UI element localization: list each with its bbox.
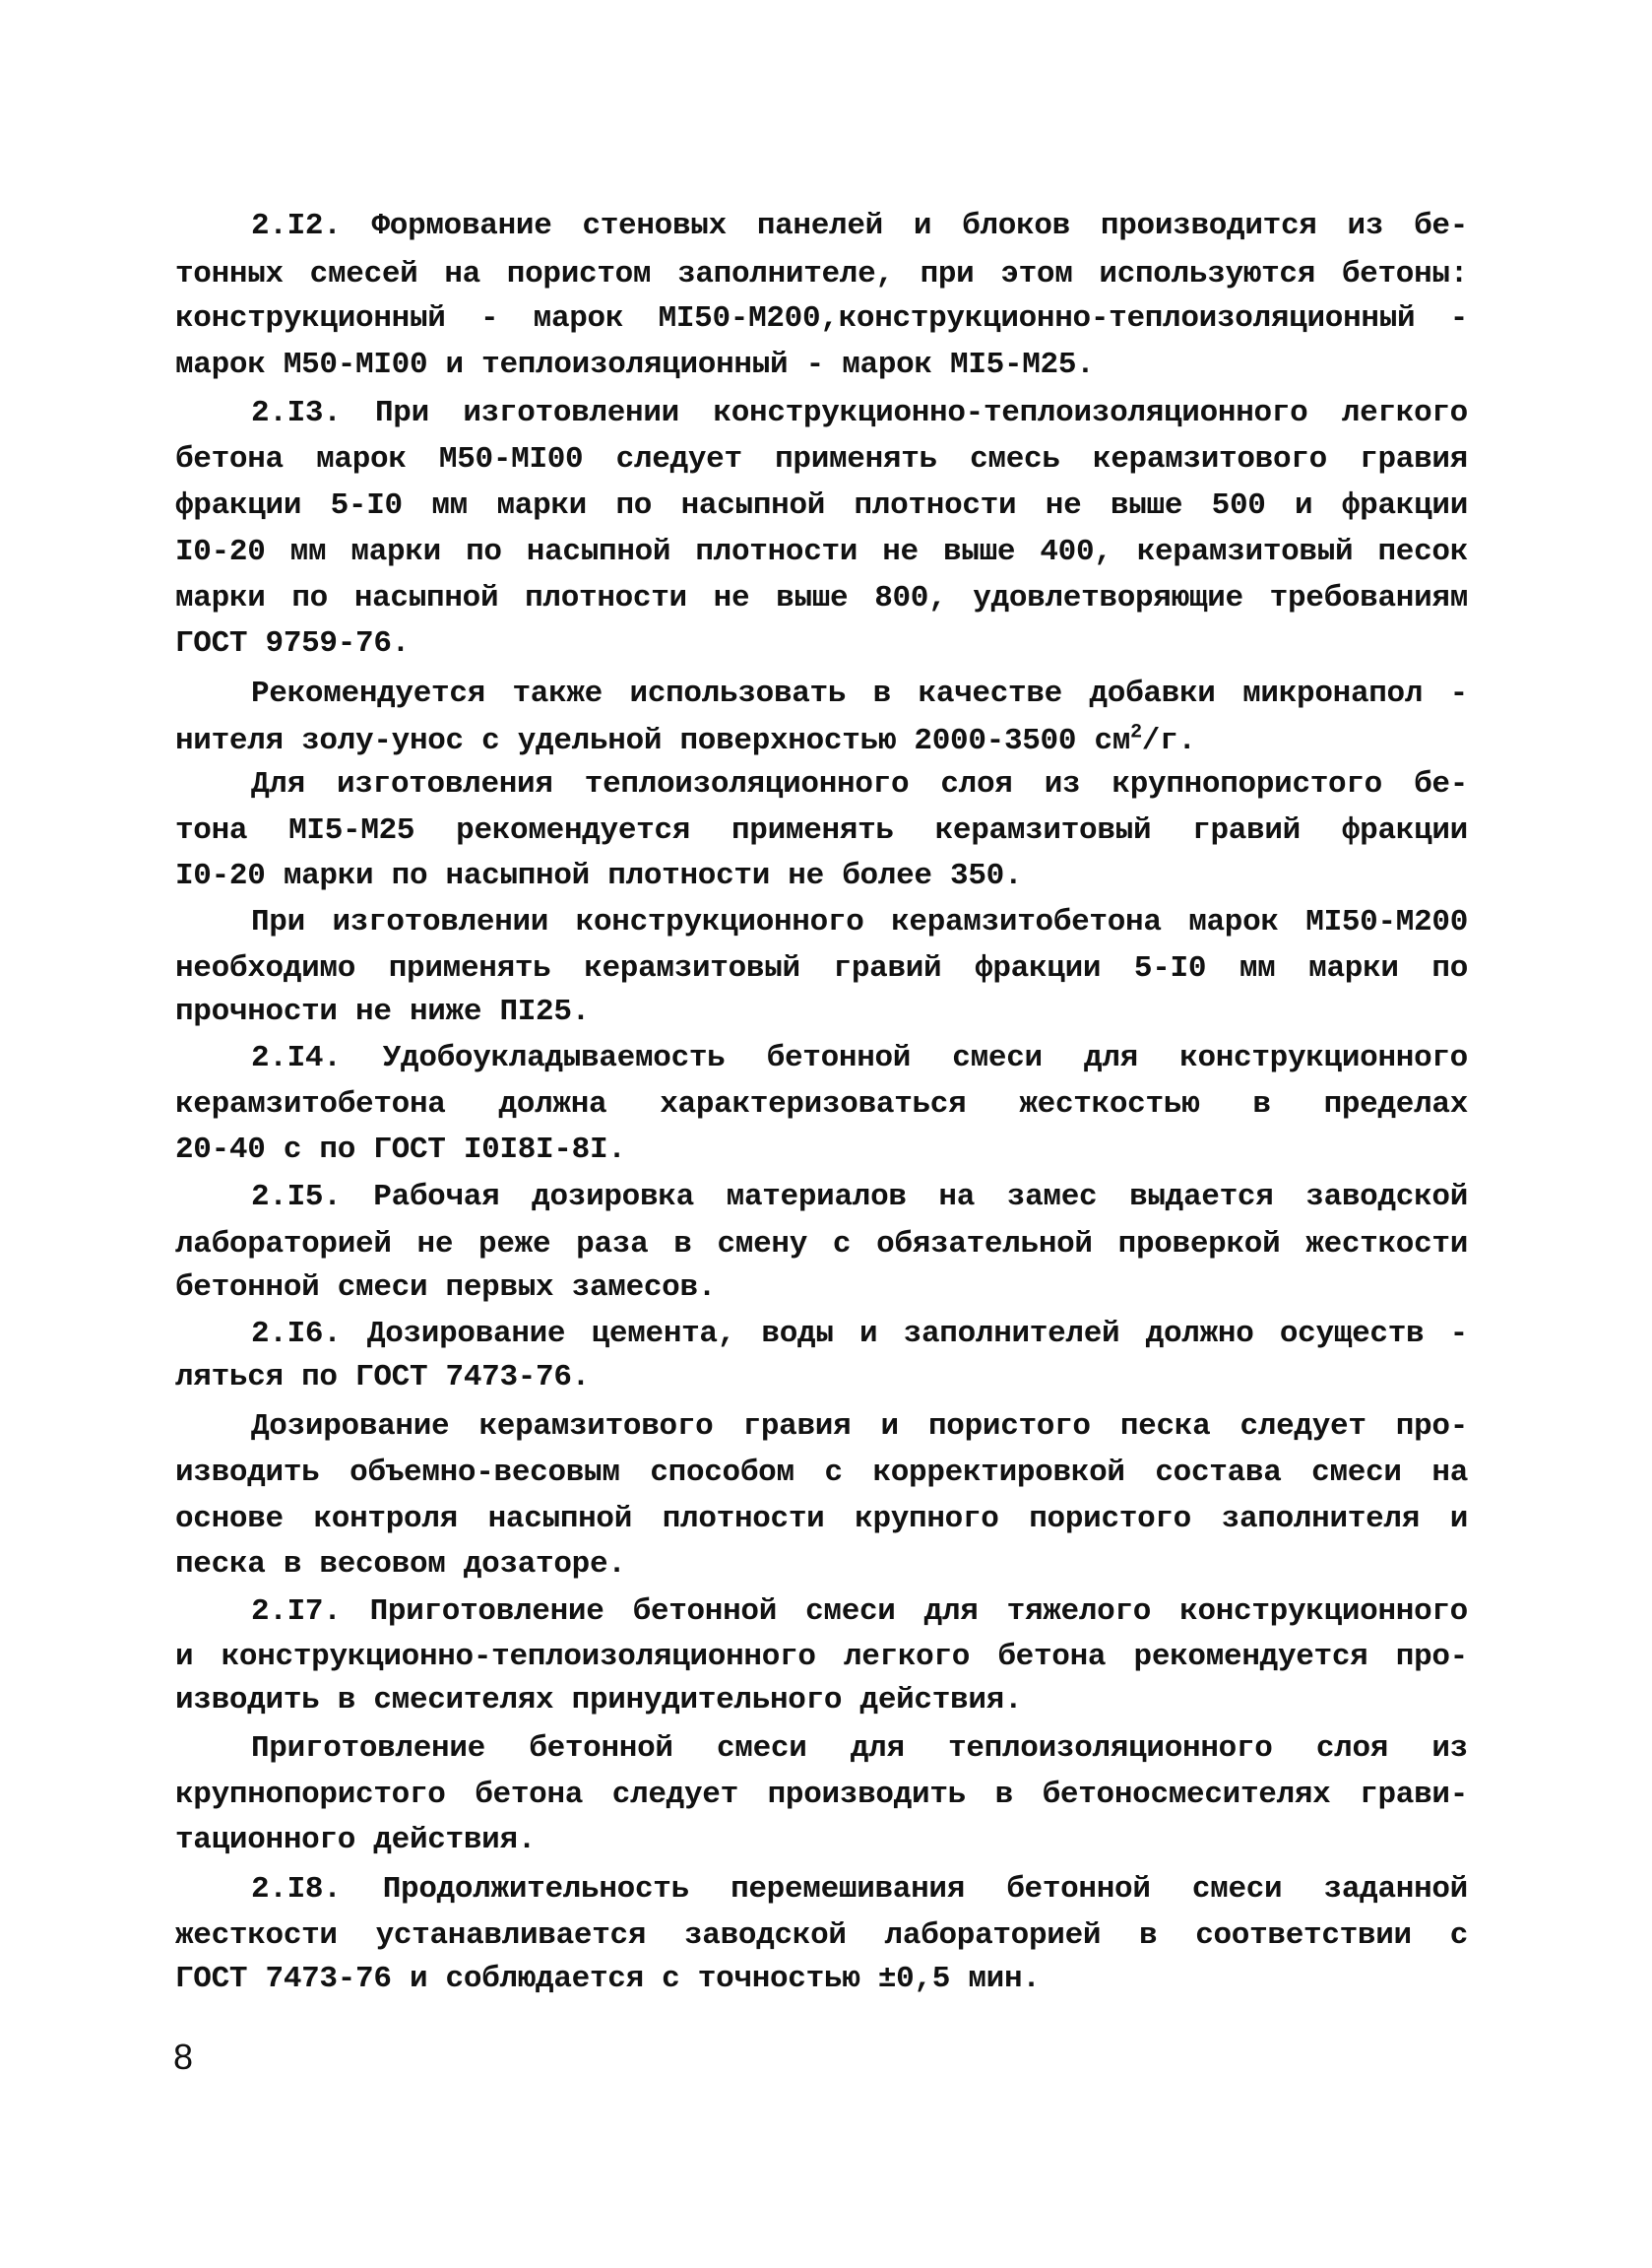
text-line <box>175 811 1468 851</box>
superscript: 2 <box>1130 721 1142 745</box>
text-line-content: ГОСТ 9759-76. <box>175 626 410 661</box>
text-line-content: изводить объемно-весовым способом с корректировкой состава смеси на <box>175 1456 1468 1490</box>
text-line-content: 2.I7. Приготовление бетонной смеси для тяжелого конструкционного <box>251 1594 1468 1629</box>
text-line-content: тационного действия. <box>175 1823 537 1857</box>
text-line-content: основе контроля насыпной плотности крупного пористого заполнителя и <box>175 1502 1468 1536</box>
text-line <box>175 1454 1468 1493</box>
text-line-content: изводить в смесителях принудительного действия. <box>175 1683 1023 1717</box>
text-line-content: жесткости устанавливается заводской лабораторией в соответствии с <box>175 1918 1468 1953</box>
text-line-content: прочности не ниже ПI25. <box>175 995 590 1029</box>
text-line <box>175 722 1468 761</box>
text-line <box>251 207 1468 246</box>
text-line-content: Приготовление бетонной смеси для теплоизоляционного слоя из <box>251 1731 1468 1766</box>
text-line <box>175 1085 1468 1125</box>
text-line <box>251 1592 1468 1632</box>
text-line-content: 2.I5. Рабочая дозировка материалов на замес выдается заводской <box>251 1180 1468 1214</box>
text-line <box>175 1776 1468 1815</box>
text-line <box>175 440 1468 480</box>
text-line-content: Дозирование керамзитового гравия и пористого песка следует про- <box>251 1409 1468 1444</box>
text-line <box>175 1545 1468 1585</box>
text-line-content: I0-20 мм марки по насыпной плотности не выше 400, керамзитовый песок <box>175 535 1468 569</box>
text-line-content: Рекомендуется также использовать в качестве добавки микронапол - <box>251 677 1468 711</box>
text-line-content: 2.I2. Формование стеновых панелей и блоков производится из бе- <box>251 209 1468 243</box>
text-line-content: фракции 5-I0 мм марки по насыпной плотности не выше 500 и фракции <box>175 488 1468 523</box>
text-line <box>251 903 1468 942</box>
text-line-content: конструкционный - марок MI50-M200,конструкционно-теплоизоляционный - <box>175 301 1468 336</box>
text-line <box>175 993 1468 1032</box>
text-line <box>175 1268 1468 1308</box>
text-line-content: Для изготовления теплоизоляционного слоя из крупнопористого бе- <box>251 767 1468 802</box>
text-line <box>251 1178 1468 1217</box>
text-line <box>175 624 1468 664</box>
text-line <box>251 1407 1468 1447</box>
text-line-content: керамзитобетона должна характеризоваться жесткостью в пределах <box>175 1087 1468 1122</box>
text-line-content: песка в весовом дозаторе. <box>175 1547 626 1582</box>
text-line <box>175 1681 1468 1720</box>
text-line-content: ляться по ГОСТ 7473-76. <box>175 1360 590 1394</box>
text-line <box>175 1500 1468 1539</box>
text-line <box>175 949 1468 989</box>
text-line-content: бетонной смеси первых замесов. <box>175 1270 717 1305</box>
text-line <box>175 299 1468 339</box>
text-line <box>175 255 1468 294</box>
page-number: 8 <box>173 2037 194 2077</box>
text-line <box>251 1315 1468 1354</box>
text-line-content: ГОСТ 7473-76 и соблюдается с точностью ±0,5 мин. <box>175 1962 1041 1996</box>
text-line-content: крупнопористого бетона следует производить в бетоносмесителях грави- <box>175 1778 1468 1812</box>
text-line <box>175 1638 1468 1677</box>
text-line-content: 2.I6. Дозирование цемента, воды и заполнителей должно осуществ - <box>251 1317 1468 1351</box>
text-line-content: тонных смесей на пористом заполнителе, при этом используются бетоны: <box>175 257 1468 292</box>
text-line-content: 2.I8. Продолжительность перемешивания бетонной смеси заданной <box>251 1872 1468 1907</box>
text-line <box>175 486 1468 526</box>
text-line-suffix: /г. <box>1141 724 1196 758</box>
text-line-content: 2.I4. Удобоукладываемость бетонной смеси для конструкционного <box>251 1041 1468 1075</box>
text-line <box>175 1960 1468 1999</box>
text-line <box>175 1225 1468 1264</box>
text-line-content: лабораторией не реже раза в смену с обязательной проверкой жесткости <box>175 1227 1468 1262</box>
text-line <box>251 675 1468 714</box>
text-line <box>175 346 1468 385</box>
text-line-content: и конструкционно-теплоизоляционного легкого бетона рекомендуется про- <box>175 1640 1468 1674</box>
text-line <box>251 765 1468 805</box>
text-line <box>251 1039 1468 1078</box>
text-line-content: При изготовлении конструкционного керамзитобетона марок MI50-M200 <box>251 905 1468 940</box>
text-line <box>251 1870 1468 1910</box>
text-line <box>251 394 1468 433</box>
text-line <box>175 1358 1468 1397</box>
text-line <box>175 857 1468 896</box>
text-line <box>251 1729 1468 1769</box>
text-line-content: тона MI5-M25 рекомендуется применять керамзитовый гравий фракции <box>175 813 1468 848</box>
text-line-content: марок M50-MI00 и теплоизоляционный - марок MI5-M25. <box>175 348 1095 382</box>
text-line <box>175 579 1468 618</box>
text-line <box>175 1821 1468 1860</box>
text-line-content: необходимо применять керамзитовый гравий фракции 5-I0 мм марки по <box>175 951 1468 986</box>
text-line-content: 20-40 с по ГОСТ I0I8I-8I. <box>175 1133 626 1167</box>
text-line <box>175 1916 1468 1956</box>
text-line <box>175 533 1468 572</box>
text-line-content: бетона марок M50-MI00 следует применять смесь керамзитового гравия <box>175 442 1468 477</box>
text-line-content: нителя золу-унос с удельной поверхностью 2000-3500 см <box>175 724 1131 758</box>
text-line-content: марки по насыпной плотности не выше 800, удовлетворяющие требованиям <box>175 581 1468 616</box>
text-line <box>175 1131 1468 1170</box>
text-line-content: 2.I3. При изготовлении конструкционно-теплоизоляционного легкого <box>251 396 1468 430</box>
text-line-content: I0-20 марки по насыпной плотности не более 350. <box>175 859 1023 893</box>
